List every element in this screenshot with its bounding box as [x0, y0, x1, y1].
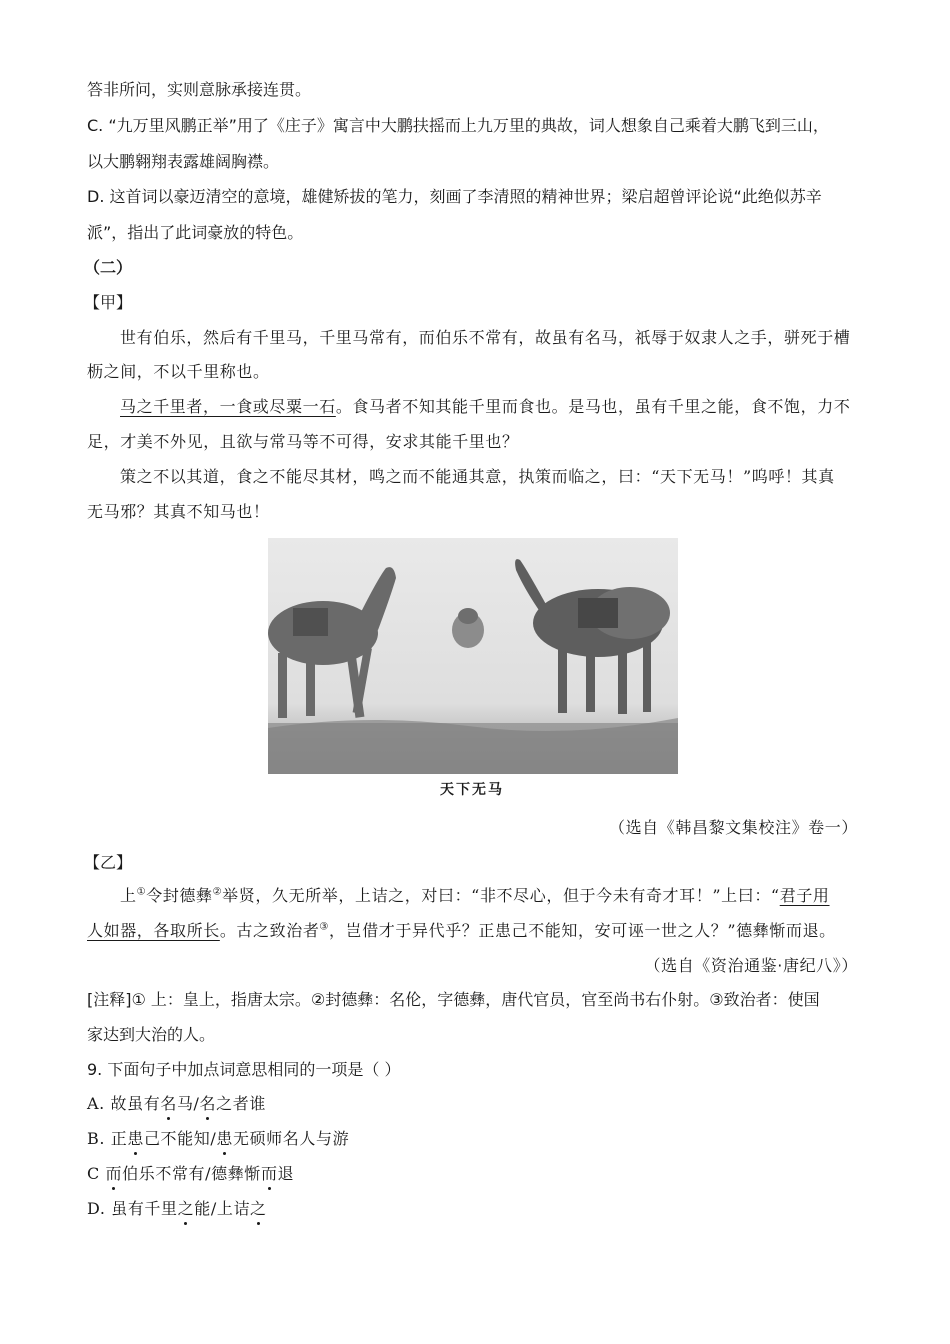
jia-p1-line2: 枥之间，不以千里称也。 [87, 362, 270, 381]
choice-text: C [87, 1164, 106, 1183]
choice-text: D. 虽有千里 [87, 1199, 178, 1218]
jia-p3-line2: 无马邪？其真不知马也！ [87, 502, 270, 521]
underlined-sentence: 君子用 [779, 886, 830, 905]
jia-p1-line1: 世有伯乐，然后有千里马，千里马常有，而伯乐不常有，故虽有名马，祇辱于奴隶人之手，骈死于槽 [120, 328, 851, 347]
choice-text: A. 故虽有 [87, 1094, 161, 1113]
yi-text: ，岂借才于异代乎？正患己不能知，安可诬一世之人？”德彝惭而退。 [329, 921, 836, 940]
option-c-line2: 以大鹏翱翔表露雄阔胸襟。 [87, 152, 280, 171]
choice-b[interactable] [87, 1129, 349, 1149]
underlined-sentence: 人如器，各取所长 [87, 921, 220, 940]
option-b-tail: 答非所问，实则意脉承接连贯。 [87, 80, 312, 99]
choice-text: 己不能知/ [143, 1129, 217, 1148]
jia-p3-line1: 策之不以其道，食之不能尽其材，鸣之而不能通其意，执策而临之，曰：“天下无马！”呜呼！其真 [120, 467, 835, 486]
jia-p2-text: 。食马者不知其能千里而食也。是马也，虽有千里之能，食不饱，力不 [335, 397, 851, 416]
choice-text: 无硕师名人与游 [232, 1129, 350, 1148]
notes-line2: 家达到大治的人。 [87, 1025, 216, 1044]
passage-jia-label: 【甲】 [84, 293, 133, 312]
dotted-word: 而 [260, 1164, 278, 1183]
dotted-word: 名 [160, 1094, 177, 1113]
choice-d[interactable] [87, 1199, 267, 1219]
choice-a[interactable] [87, 1094, 266, 1114]
figure-caption: 天下无马 [440, 782, 504, 798]
option-d-line1: D. 这首词以豪迈清空的意境，雄健矫拔的笔力，刻画了李清照的精神世界；梁启超曾评论说“此绝似苏辛 [87, 187, 822, 206]
dotted-word: 之 [177, 1199, 195, 1218]
jia-p2-line1 [120, 397, 850, 417]
horses-painting [268, 538, 678, 774]
choice-text: 之者谁 [216, 1094, 266, 1113]
jia-source: （选自《韩昌黎文集校注》卷一） [608, 818, 858, 837]
yi-p1-line2 [87, 921, 836, 941]
jia-p2-line2: 足，才美不外见，且欲与常马等不可得，安求其能千里也？ [87, 432, 519, 451]
dotted-word: 而 [105, 1164, 123, 1183]
dotted-word: 之 [250, 1199, 267, 1218]
choice-text: 能/上诘 [194, 1199, 251, 1218]
question-stem: 9. 下面句子中加点词意思相同的一项是（ ） [87, 1060, 401, 1079]
choice-c[interactable] [87, 1164, 294, 1184]
yi-text: 举贤，久无所举，上诘之，对曰：“非不尽心，但于今未有奇才耳！”上曰：“ [222, 886, 780, 905]
dotted-word: 名 [199, 1094, 217, 1113]
yi-source: （选自《资治通鉴·唐纪八》） [644, 956, 858, 975]
choice-text: 退 [277, 1164, 295, 1183]
choice-text: B. 正 [87, 1129, 128, 1148]
horses-illustration [268, 538, 678, 774]
footnote-marker: ③ [319, 921, 329, 933]
choice-text: 伯乐不常有/德彝惭 [122, 1164, 261, 1183]
option-d-line2: 派”，指出了此词豪放的特色。 [87, 223, 304, 242]
section-heading: （二） [84, 258, 133, 277]
yi-text: 令封德彝 [146, 886, 213, 905]
footnote-marker: ② [212, 886, 223, 898]
yi-p1-line1 [120, 886, 830, 906]
passage-yi-label: 【乙】 [84, 853, 133, 872]
yi-text: 。古之致治者 [219, 921, 320, 940]
yi-text: 上 [120, 886, 137, 905]
footnote-marker: ① [136, 886, 147, 898]
dotted-word: 患 [216, 1129, 233, 1148]
underlined-sentence: 马之千里者，一食或尽粟一石 [120, 397, 336, 416]
choice-text: 马/ [176, 1094, 200, 1113]
dotted-word: 患 [127, 1129, 144, 1148]
notes-line1: [注释]① 上：皇上，指唐太宗。②封德彝：名伦，字德彝，唐代官员，官至尚书右仆射。③致治者：使国 [87, 990, 820, 1009]
option-c-line1: C. “九万里风鹏正举”用了《庄子》寓言中大鹏扶摇而上九万里的典故，词人想象自己乘着大鹏飞到三山， [87, 116, 829, 135]
